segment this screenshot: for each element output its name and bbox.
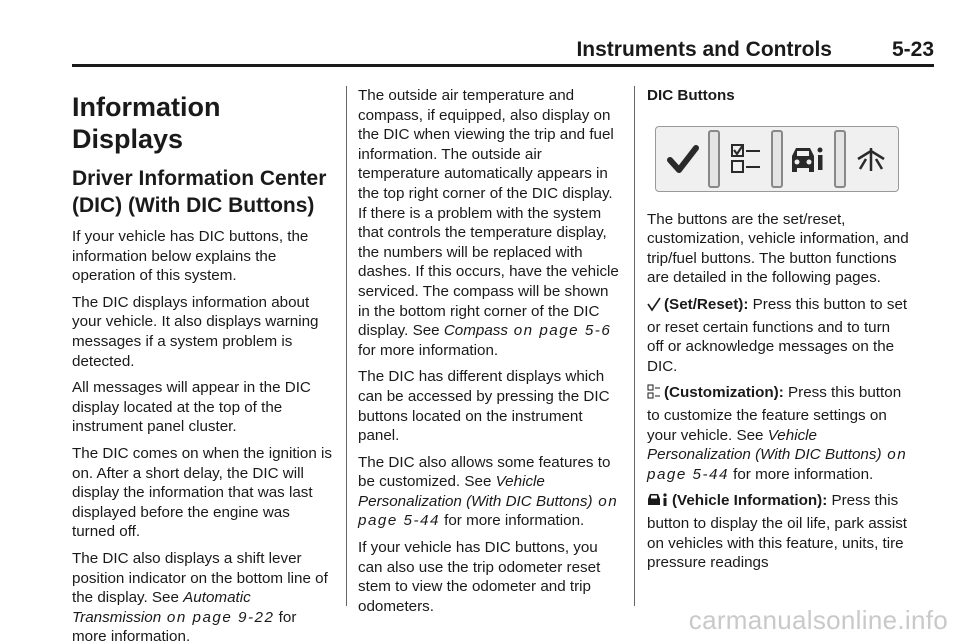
paragraph [358,86,622,360]
text: for more information. [358,341,499,359]
customization-icon [647,384,661,406]
text: Press this button to display the oil life, park assist on vehicles with this feature, units, tire pressure readings [647,492,908,572]
paragraph: The buttons are the set/reset, customization, vehicle information, and trip/fuel buttons. The button functions are detailed in the following pages. [647,210,909,287]
text: Press this button to set or reset certain functions and to turn off or acknowledge messages on the DIC. [647,295,908,375]
set-reset-paragraph [647,295,909,376]
customization-label: (Customization): [664,384,784,402]
page-number: 5-23 [891,38,934,61]
column-divider-1 [346,86,347,606]
page-header [0,28,960,68]
paragraph [72,549,334,642]
paragraph: The DIC comes on when the ignition is on. After a short delay, the DIC will display the information that was last displayed before the engine was turned off. [72,444,333,541]
customization-paragraph [647,383,909,484]
button-separator [771,130,783,188]
text: The DIC also allows some features to be customized. See [358,453,611,491]
cross-reference-link[interactable]: Vehicle Personalization (With DIC Buttons) [358,473,593,510]
text: The outside air temperature and compass, if equipped, also display on the DIC when viewing the trip and fuel information. The outside air temperature automatically appears in the top right corner of the DIC display. If there is a problem with the system that controls the temperature display, the numbers will be replaced with dashes. If this occurs, have the vehicle serviced. The compass will be shown in the bottom right corner of the DIC display. See [358,87,619,340]
text: for more information. [728,465,874,483]
button-separator [708,130,720,188]
page-reference[interactable]: on page 5-44 [358,492,619,530]
check-icon [664,137,702,181]
cross-reference-link[interactable]: Vehicle Personalization (With DIC Buttons) [647,426,882,464]
paragraph: The DIC has different displays which can be accessed by pressing the DIC buttons located on the instrument panel. [358,368,610,445]
customization-icon [727,137,765,181]
set-reset-label: (Set/Reset): [664,295,749,313]
page-reference[interactable]: on page 5-6 [508,322,612,340]
paragraph: The DIC displays information about your vehicle. It also displays warning messages if a system problem is detected. [72,293,319,370]
page-reference[interactable]: on page 9-22 [161,608,275,626]
dic-buttons-heading: DIC Buttons [647,87,735,104]
cross-reference-link[interactable]: Compass [443,322,508,340]
check-icon [647,297,661,318]
main-heading: Information Displays [72,92,221,154]
column-divider-2 [634,86,635,606]
dic-buttons-illustration [655,126,899,192]
vehicle-info-icon [647,492,669,514]
page-reference[interactable]: on page 5-44 [647,446,908,483]
paragraph: If your vehicle has DIC buttons, you can also use the trip odometer reset stem to view the odometer and trip odometers. [358,539,601,615]
column-3 [647,86,909,580]
text: The DIC also displays a shift lever position indicator on the bottom line of the display. See [72,549,328,607]
vehicle-info-label: (Vehicle Information): [672,492,828,510]
text: for more information. [439,512,585,530]
paragraph [358,453,622,531]
paragraph: If your vehicle has DIC buttons, the information below explains the operation of this system. [72,228,309,285]
text: Press this button to customize the feature settings on your vehicle. See [647,384,902,444]
vehicle-info-icon [789,137,827,181]
vehicle-info-paragraph [647,491,909,572]
paragraph: All messages will appear in the DIC display located at the top of the instrument panel cluster. [72,379,311,436]
button-separator [834,130,846,188]
column-1 [72,86,334,642]
watermark: carmanualsonline.info [688,605,948,635]
cross-reference-link[interactable]: Automatic Transmission [72,589,251,626]
dic-heading: Driver Information Center (DIC) (With DIC Buttons) [72,167,327,217]
trip-fuel-icon [852,137,890,181]
text: for more information. [72,608,297,642]
section-title: Instruments and Controls [576,38,832,61]
column-2 [358,86,622,623]
header-rule [72,64,934,67]
